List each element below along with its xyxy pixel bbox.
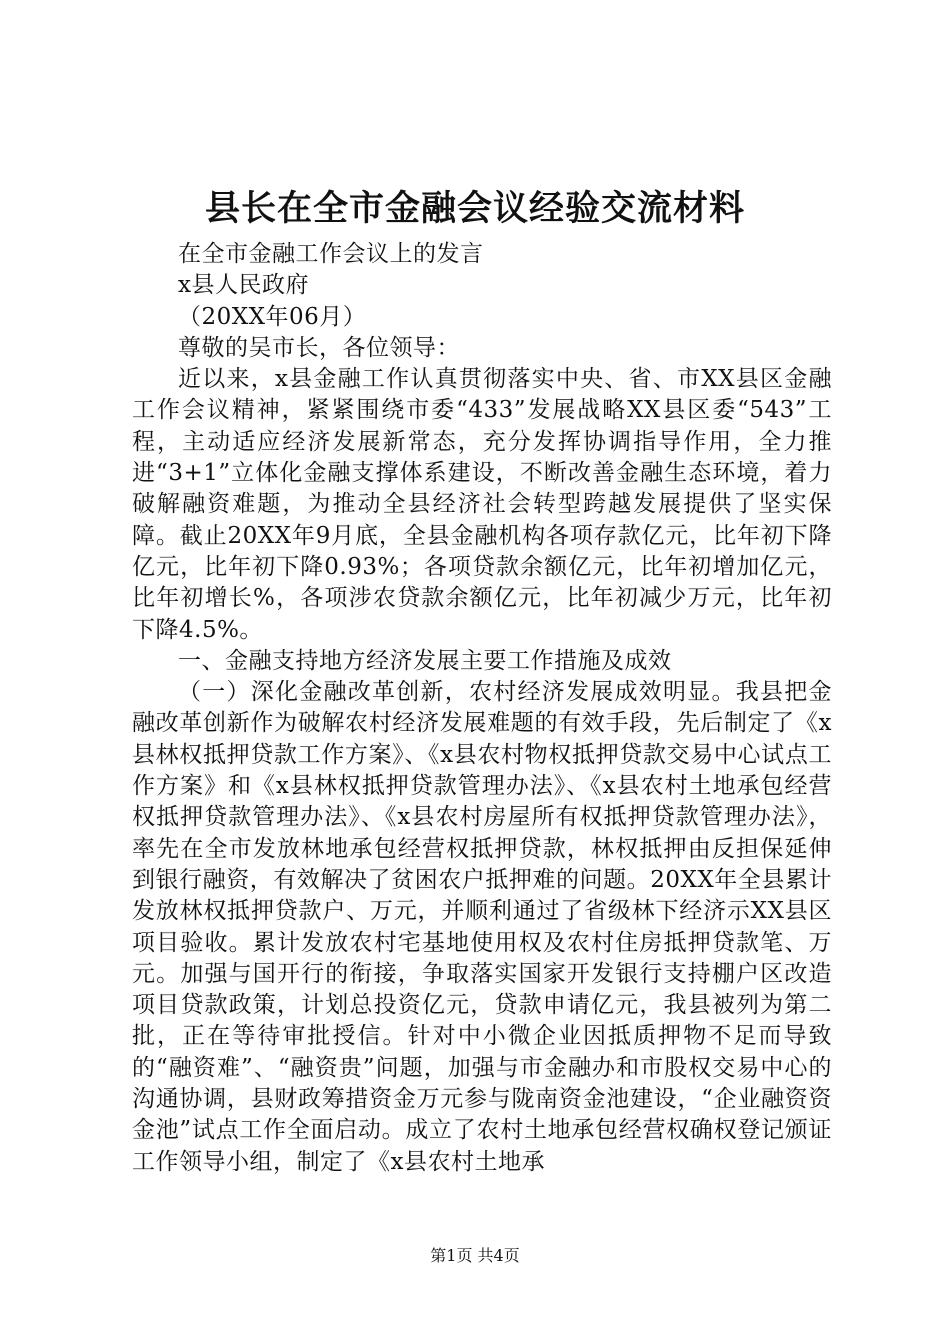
document-title: 县长在全市金融会议经验交流材料 — [204, 188, 745, 229]
salutation: 尊敬的吴市长，各位领导： — [178, 334, 460, 361]
document-body — [132, 239, 832, 1178]
speech-heading: 在全市金融工作会议上的发言 — [178, 241, 484, 267]
paragraph-section-1-1: （一）深化金融改革创新，农村经济发展成效明显。我县把金融改革创新作为破解农村经济发展难题的有效手段，先后制定了《x县林权抵押贷款工作方案》、《x县农村物权抵押贷款交易中心试点工作方案》和《x县林权抵押贷款管理办法》、《x县农村土地承包经营权抵押贷款管理办法》、《x县农村房屋所有权抵押贷款管理办法》，率先在全市发放林地承包经营权抵押贷款，林权抵押由反担保延伸到银行融资，有效解决了贫困农户抵押难的问题。20XX年全县累计发放林权抵押贷款户、万元，并顺利通过了省级林下经济示XX县区项目验收。累计发放农村宅基地使用权及农村住房抵押贷款笔、万元。加强与国开行的衔接，争取落实国家开发银行支持棚户区改造项目贷款政策，计划总投资亿元，贷款申请亿元，我县被列为第二批，正在等待审批授信。针对中小微企业因抵质押物不足而导致的“融资难”、“融资贵”问题，加强与市金融办和市股权交易中心的沟通协调，县财政筹措资金万元参与陇南资金池建设，“企业融资资金池”试点工作全面启动。成立了农村土地承包经营权确权登记颁证工作领导小组，制定了《x县农村土地承 — [132, 679, 832, 1175]
page-number-footer: 第1页 共4页 — [430, 1246, 520, 1265]
section-heading-1: 一、金融支持地方经济发展主要工作措施及成效 — [178, 647, 672, 674]
speech-date: （20XX年06月） — [178, 303, 367, 330]
paragraph-intro: 近以来，x县金融工作认真贯彻落实中央、省、市XX县区金融工作会议精神，紧紧围绕市委“433”发展战略XX县区委“543”工程，主动适应经济发展新常态，充分发挥协调指导作用，全力推进“3+1”立体化金融支撑体系建设，不断改善金融生态环境，着力破解融资难题，为推动全县经济社会转型跨越发展提供了坚实保障。截止20XX年9月底，全县金融机构各项存款亿元，比年初下降亿元，比年初下降0.93%；各项贷款余额亿元，比年初增加亿元，比年初增长%，各项涉农贷款余额亿元，比年初减少万元，比年初下降4.5%。 — [132, 366, 832, 643]
speaker-organization: x县人民政府 — [178, 272, 309, 299]
